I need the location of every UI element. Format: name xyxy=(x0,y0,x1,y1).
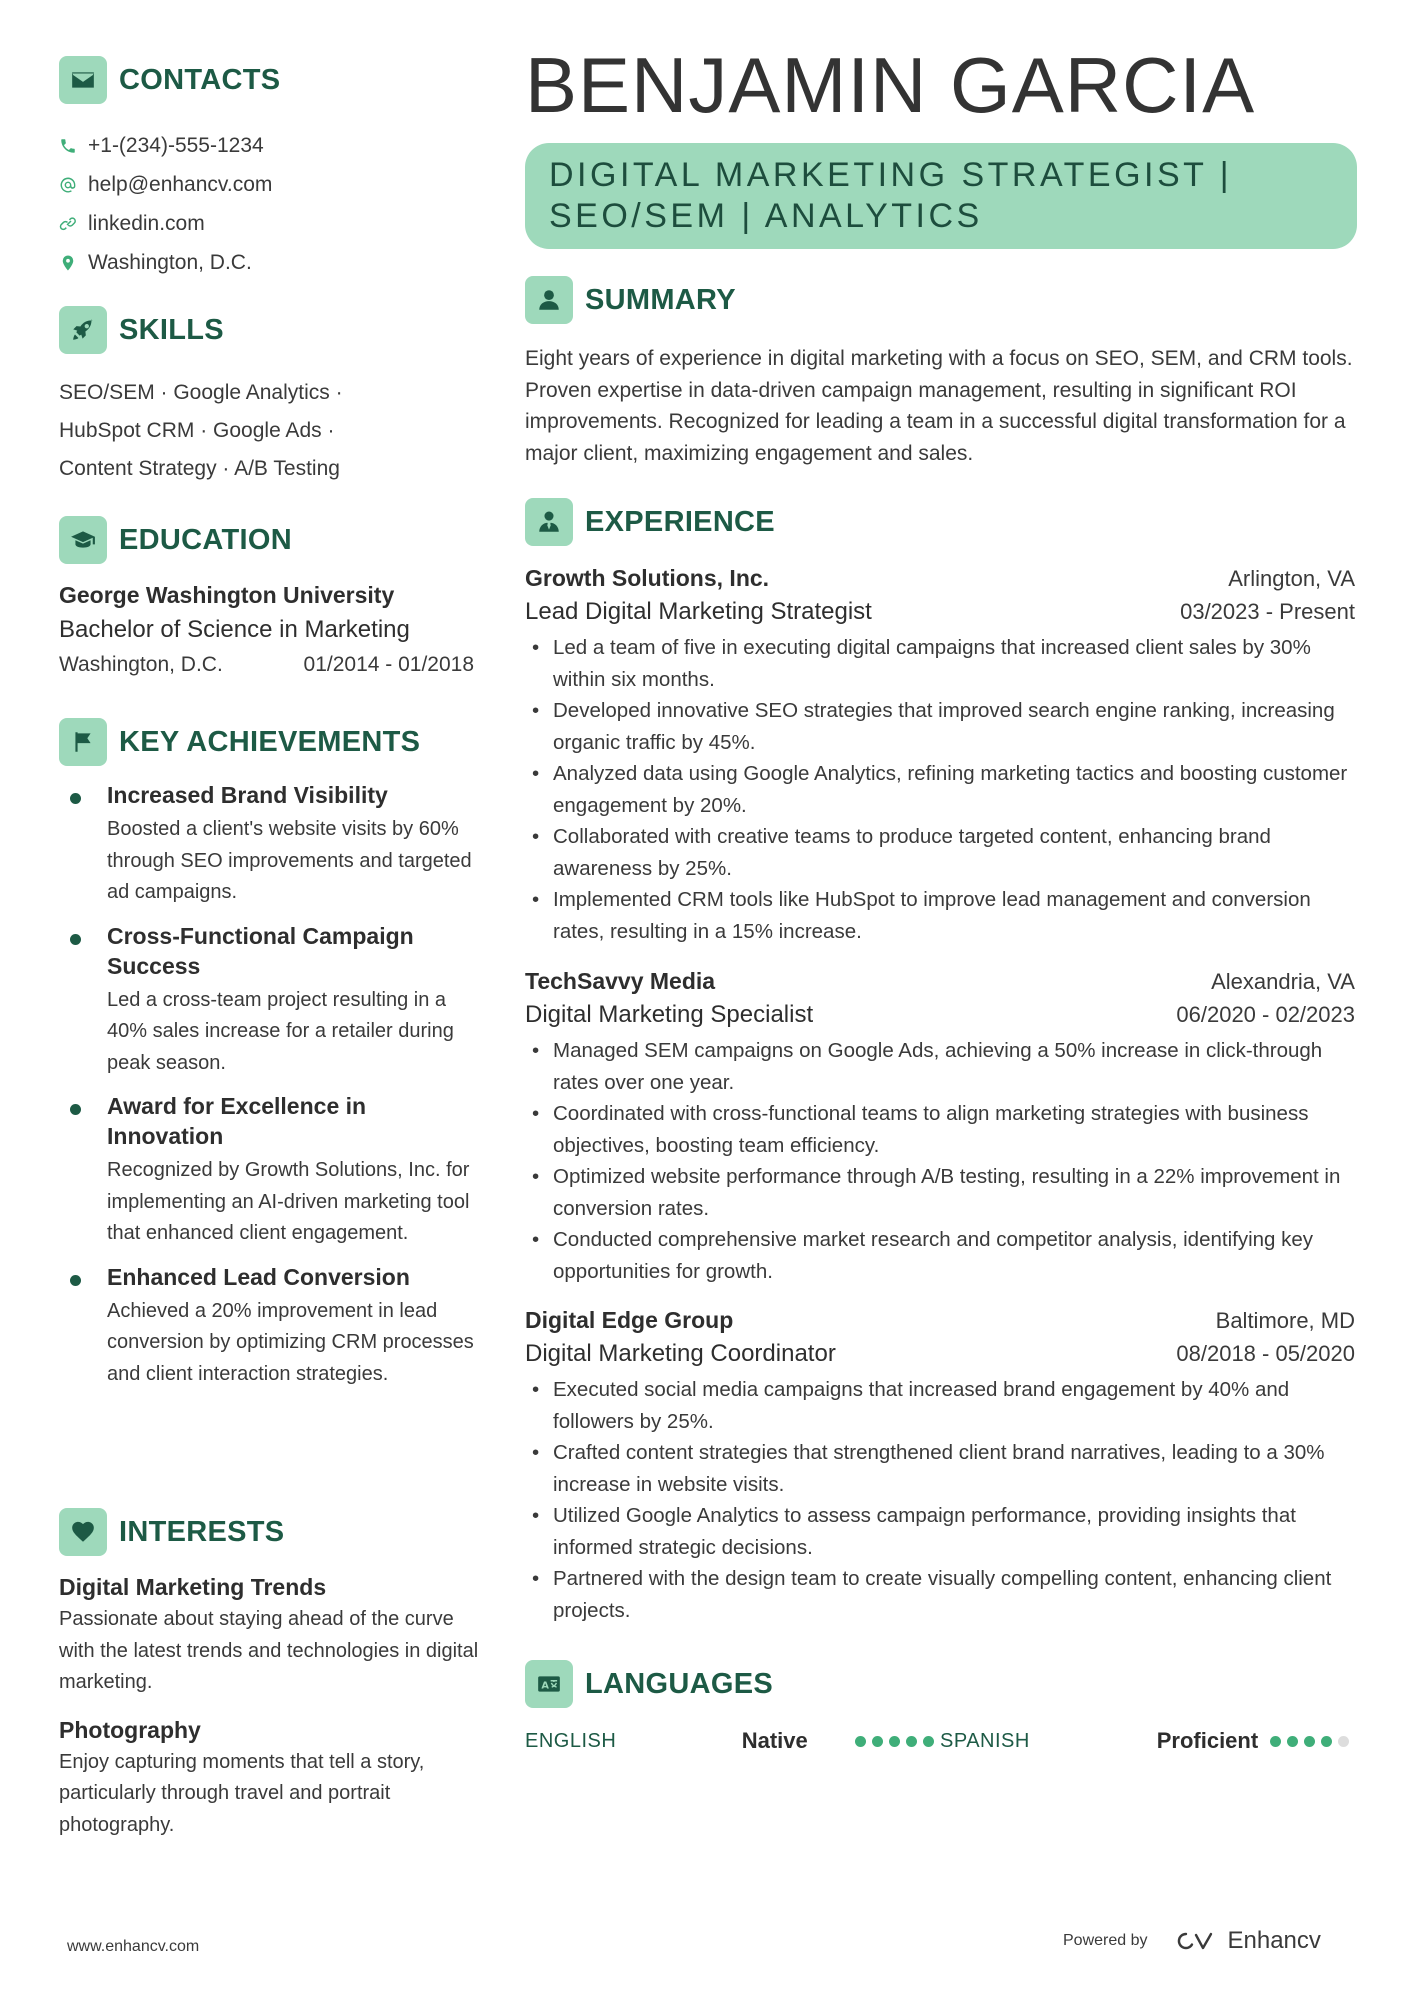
job-bullet: • Collaborated with creative teams to produce targeted content, enhancing brand awareness by 25%. xyxy=(525,821,1355,884)
interest-desc: Passionate about staying ahead of the curve with the latest trends and technologies in digital marketing. xyxy=(59,1608,479,1693)
phone-icon xyxy=(59,137,77,155)
bullet-dot xyxy=(70,1104,81,1115)
contacts-title: CONTACTS xyxy=(119,63,281,96)
rating-dot-filled xyxy=(889,1736,900,1747)
language-item xyxy=(940,1728,1355,1754)
interest-desc: Enjoy capturing moments that tell a story, particularly through travel and portrait photography. xyxy=(59,1750,425,1836)
graduation-cap-icon xyxy=(59,516,107,564)
achievements-title: KEY ACHIEVEMENTS xyxy=(119,725,421,758)
experience-entry xyxy=(525,968,1355,1287)
job-bullets xyxy=(525,1374,1355,1626)
experience-title: EXPERIENCE xyxy=(585,505,775,538)
rating-dot-filled xyxy=(1287,1736,1298,1747)
footer-website[interactable]: www.enhancv.com xyxy=(67,1938,200,1955)
company-name: TechSavvy Media xyxy=(525,968,716,994)
bullet-dot xyxy=(70,1275,81,1286)
achievement-item xyxy=(59,1091,479,1250)
experience-heading xyxy=(525,498,775,546)
achievement-item xyxy=(59,780,479,909)
job-bullet: • Optimized website performance through A/B testing, resulting in a 22% improvement in conversion rates. xyxy=(525,1161,1355,1224)
achievements-list xyxy=(59,780,479,1402)
education-title: EDUCATION xyxy=(119,523,292,556)
rating-dot-filled xyxy=(1270,1736,1281,1747)
rating-dot-filled xyxy=(872,1736,883,1747)
interest-title: Photography xyxy=(59,1716,201,1743)
link-icon xyxy=(59,215,77,233)
language-rating xyxy=(1270,1736,1355,1747)
translate-icon xyxy=(525,1660,573,1708)
company-name: Digital Edge Group xyxy=(525,1307,734,1333)
job-bullet: • Analyzed data using Google Analytics, refining marketing tactics and boosting customer engagement by 20%. xyxy=(525,758,1355,821)
job-location: Baltimore, MD xyxy=(1215,1308,1355,1333)
job-dates: 03/2023 - Present xyxy=(1180,599,1355,624)
user-icon xyxy=(525,276,573,324)
rating-dot-filled xyxy=(1304,1736,1315,1747)
interest-title: Digital Marketing Trends xyxy=(59,1574,327,1600)
rating-dot-filled xyxy=(855,1736,866,1747)
contact-list xyxy=(59,126,272,282)
languages-list xyxy=(525,1728,1355,1754)
interest-item xyxy=(59,1570,479,1699)
job-bullet: • Managed SEM campaigns on Google Ads, achieving a 50% increase in click-through rates over one year. xyxy=(525,1035,1355,1098)
svg-text:A: A xyxy=(541,1680,549,1692)
job-bullet: • Implemented CRM tools like HubSpot to improve lead management and conversion rates, resulting in a 15% increase. xyxy=(525,884,1355,947)
rating-dot-filled xyxy=(923,1736,934,1747)
rating-dot-filled xyxy=(1321,1736,1332,1747)
contact-linkedin[interactable] xyxy=(59,204,272,243)
interests-list xyxy=(59,1570,479,1855)
job-role: Digital Marketing Coordinator xyxy=(525,1340,836,1367)
job-bullet: • Executed social media campaigns that increased brand engagement by 40% and followers by 25%. xyxy=(525,1374,1355,1437)
contact-location xyxy=(59,243,272,282)
heart-icon xyxy=(59,1508,107,1556)
education-meta xyxy=(59,648,474,682)
education-dates: 01/2014 - 01/2018 xyxy=(303,653,474,676)
flag-icon xyxy=(59,718,107,766)
rating-dot-filled xyxy=(906,1736,917,1747)
rating-dot-empty xyxy=(1338,1736,1349,1747)
language-name: SPANISH xyxy=(940,1729,1030,1752)
achievement-desc: Boosted a client's website visits by 60% through SEO improvements and targeted ad campaigns. xyxy=(107,818,472,903)
candidate-name: BENJAMIN GARCIA xyxy=(525,41,1256,129)
bullet-dot xyxy=(70,934,81,945)
degree-name: Bachelor of Science in Marketing xyxy=(59,616,410,643)
summary-heading xyxy=(525,276,736,324)
contact-phone xyxy=(59,126,272,165)
achievement-title: Cross-Functional Campaign Success xyxy=(107,922,414,979)
powered-by-text: Powered by xyxy=(1063,1932,1148,1949)
achievement-desc: Recognized by Growth Solutions, Inc. for implementing an AI-driven marketing tool that enhanced client engagement. xyxy=(107,1159,470,1244)
company-name: Growth Solutions, Inc. xyxy=(525,565,770,591)
job-bullets xyxy=(525,1035,1355,1287)
job-bullet: • Crafted content strategies that strengthened client brand narratives, leading to a 30% increase in website visits. xyxy=(525,1437,1355,1500)
phone-text: +1-(234)-555-1234 xyxy=(88,133,264,157)
education-entry xyxy=(59,578,479,682)
job-bullets xyxy=(525,632,1355,947)
education-location: Washington, D.C. xyxy=(59,653,223,676)
achievements-heading xyxy=(59,718,420,766)
linkedin-text: linkedin.com xyxy=(88,211,205,235)
skills-line: HubSpot CRM · Google Ads · xyxy=(59,419,335,442)
job-bullet: • Conducted comprehensive market research and competitor analysis, identifying key opportunities for growth. xyxy=(525,1224,1355,1287)
rocket-icon xyxy=(59,306,107,354)
job-bullet: • Coordinated with cross-functional teams to align marketing strategies with business objectives, boosting team efficiency. xyxy=(525,1098,1355,1161)
skills-line: Content Strategy · A/B Testing xyxy=(59,457,340,480)
job-role: Lead Digital Marketing Strategist xyxy=(525,598,872,625)
job-location: Alexandria, VA xyxy=(1211,969,1355,994)
bullet-dot xyxy=(70,793,81,804)
languages-title: LANGUAGES xyxy=(585,1667,773,1700)
skills-line: SEO/SEM · Google Analytics · xyxy=(59,381,343,404)
achievement-title: Enhanced Lead Conversion xyxy=(107,1263,410,1290)
job-dates: 06/2020 - 02/2023 xyxy=(1176,1002,1355,1027)
interests-title: INTERESTS xyxy=(119,1515,285,1548)
achievement-desc: Achieved a 20% improvement in lead conversion by optimizing CRM processes and client interaction strategies. xyxy=(107,1299,474,1385)
achievement-title: Increased Brand Visibility xyxy=(107,782,388,808)
achievement-item xyxy=(59,1262,479,1391)
interests-heading xyxy=(59,1508,284,1556)
experience-entry xyxy=(525,565,1355,947)
user-tie-icon xyxy=(525,498,573,546)
interest-item xyxy=(59,1713,479,1842)
envelope-icon xyxy=(59,56,107,104)
job-bullet: • Utilized Google Analytics to assess campaign performance, providing insights that informed strategic decisions. xyxy=(525,1500,1355,1563)
contact-email[interactable] xyxy=(59,165,272,204)
achievement-item xyxy=(59,921,479,1080)
language-level: Native xyxy=(741,1728,808,1753)
language-level: Proficient xyxy=(1156,1728,1259,1753)
education-heading xyxy=(59,516,292,564)
language-rating xyxy=(855,1736,940,1747)
footer-branding xyxy=(1063,1927,1321,1955)
skills-list xyxy=(59,374,479,488)
summary-title: SUMMARY xyxy=(585,283,736,316)
contacts-heading xyxy=(59,56,280,104)
job-location: Arlington, VA xyxy=(1228,566,1355,591)
job-bullet: • Developed innovative SEO strategies that improved search engine ranking, increasing organic traffic by 45%. xyxy=(525,695,1355,758)
job-role: Digital Marketing Specialist xyxy=(525,1001,814,1028)
map-pin-icon xyxy=(59,254,77,272)
candidate-title: DIGITAL MARKETING STRATEGIST | SEO/SEM | ANALYTICS xyxy=(525,143,1357,249)
skills-title: SKILLS xyxy=(119,313,224,346)
enhancv-logo-icon xyxy=(1174,1929,1220,1953)
job-bullet: • Partnered with the design team to create visually compelling content, enhancing client projects. xyxy=(525,1563,1355,1626)
email-text: help@enhancv.com xyxy=(88,172,273,196)
language-item xyxy=(525,1728,940,1754)
summary-text: Eight years of experience in digital marketing with a focus on SEO, SEM, and CRM tools. Proven expertise in data-driven campaign management, resulting in significant ROI improvements. Recognized for leading a team in a successful digital transformation for a major client, maximizing engagement and sales. xyxy=(525,347,1353,465)
at-sign-icon xyxy=(59,176,77,194)
school-name: George Washington University xyxy=(59,582,395,608)
location-text: Washington, D.C. xyxy=(88,250,252,274)
job-dates: 08/2018 - 05/2020 xyxy=(1176,1341,1355,1366)
achievement-title: Award for Excellence in Innovation xyxy=(107,1093,367,1149)
languages-heading xyxy=(525,1660,773,1708)
job-bullet: • Led a team of five in executing digital campaigns that increased client sales by 30% within six months. xyxy=(525,632,1355,695)
brand-name: Enhancv xyxy=(1227,1927,1321,1954)
achievement-desc: Led a cross-team project resulting in a 40% sales increase for a retailer during peak season. xyxy=(107,988,454,1074)
skills-heading xyxy=(59,306,224,354)
language-name: ENGLISH xyxy=(525,1729,617,1752)
experience-entry xyxy=(525,1307,1355,1626)
